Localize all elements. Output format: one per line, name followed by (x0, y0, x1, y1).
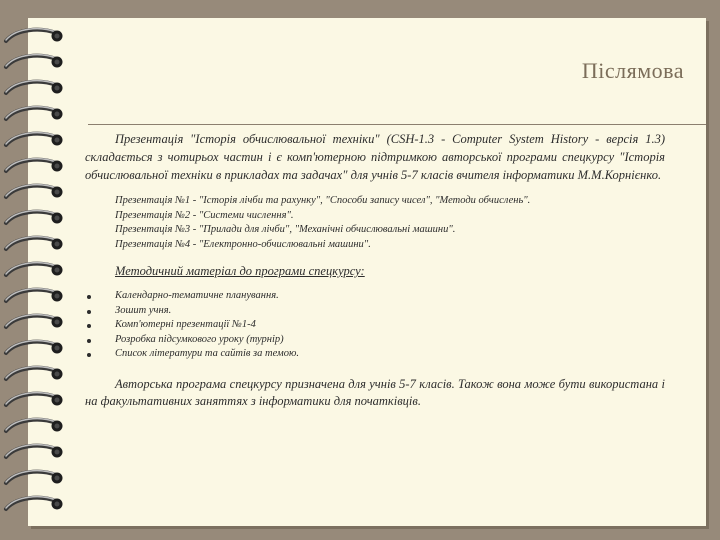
binding-ring-icon (2, 156, 64, 176)
outro-paragraph: Авторська програма спецкурсу призначена для учнів 5-7 класів. Також вона може бути використана і на факультативних заняттях з інформатики для початківців. (85, 376, 665, 408)
list-item: Комп'ютерні презентації №1-4 (85, 318, 665, 333)
presentations-list (115, 194, 665, 252)
binding-ring-icon (2, 78, 64, 98)
list-item: Презентація №1 - "Історія лічби та рахунку", "Способи запису чисел", "Методи обчислень". (115, 195, 531, 206)
binding-ring-icon (2, 364, 64, 384)
materials-heading: Методичний матеріал до програми спецкурсу: (115, 264, 365, 278)
binding-ring-icon (2, 494, 64, 514)
binding-ring-icon (2, 208, 64, 228)
binding-ring-icon (2, 468, 64, 488)
binding-ring-icon (2, 234, 64, 254)
notebook-page (28, 18, 706, 526)
page-content (85, 130, 665, 410)
list-item: Розробка підсумкового уроку (турнір) (85, 333, 665, 348)
binding-ring-icon (2, 260, 64, 280)
binding-ring-icon (2, 286, 64, 306)
list-item: Презентація №4 - "Електронно-обчислювальні машини". (115, 238, 371, 250)
intro-paragraph: Презентація "Історія обчислювальної техніки" (CSH-1.3 - Computer System History - версія 1.3) складається з чотирьох частин і є комп'ютерною підтримкою авторської програми спецкурсу "Історія обчислювальної техніки в прикладах та задачах" для учнів 5-7 класів вчителя інформатики М.М.Корнієнко. (85, 132, 665, 182)
binding-ring-icon (2, 52, 64, 72)
title-divider (88, 124, 706, 125)
materials-list (85, 289, 665, 362)
binding-ring-icon (2, 130, 64, 150)
list-item: Зошит учня. (85, 304, 665, 319)
page-title: Післямова (581, 58, 684, 83)
binding-ring-icon (2, 312, 64, 332)
binding-ring-icon (2, 442, 64, 462)
binding-ring-icon (2, 104, 64, 124)
list-item: Список літератури та сайтів за темою. (85, 347, 665, 362)
binding-ring-icon (2, 416, 64, 436)
binding-ring-icon (2, 182, 64, 202)
list-item: Презентація №2 - "Системи числення". (115, 209, 294, 221)
list-item: Календарно-тематичне планування. (85, 289, 665, 304)
binding-ring-icon (2, 390, 64, 410)
binding-ring-icon (2, 338, 64, 358)
binding-ring-icon (2, 26, 64, 46)
list-item: Презентація №3 - "Прилади для лічби", "Механічні обчислювальні машини". (115, 224, 456, 235)
